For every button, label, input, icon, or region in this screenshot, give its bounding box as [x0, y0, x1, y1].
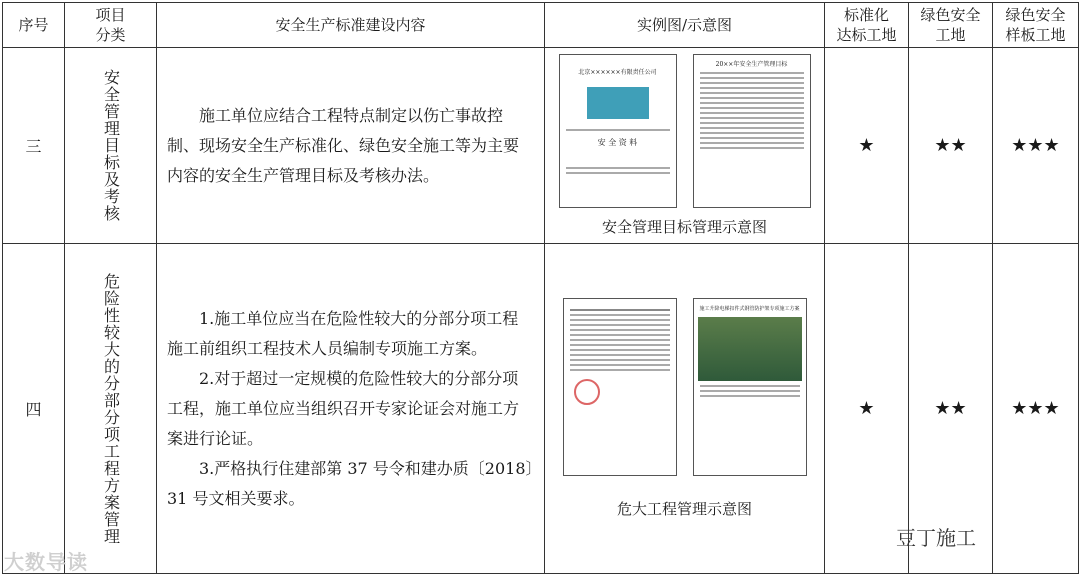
row-model-rating: ★★★: [993, 48, 1079, 244]
hazard-plan-cover-image: 施工升降电梯扣件式钢管防护架专项施工方案: [693, 298, 807, 476]
row-content: 施工单位应结合工程特点制定以伤亡事故控制、现场安全生产标准化、绿色安全施工等为主要内容的安全生产管理目标及考核办法。: [157, 48, 545, 244]
header-example: 实例图/示意图: [545, 3, 825, 48]
row-index: 三: [3, 48, 65, 244]
row-green-rating: ★★: [909, 48, 993, 244]
watermark-left: 大数导读: [4, 550, 88, 574]
safety-target-document-image: 20××年安全生产管理目标: [693, 54, 811, 208]
row-standard-rating: ★: [825, 48, 909, 244]
row-example: [545, 244, 825, 574]
row-index: 四: [3, 244, 65, 574]
safety-target-caption: 安全管理目标管理示意图: [601, 218, 767, 236]
safety-target-cover-image: 北京××××××有限责任公司 安 全 资 料: [559, 54, 677, 208]
table-row: [3, 48, 1079, 244]
row-model-rating: ★★★: [993, 244, 1079, 574]
header-model: 绿色安全 样板工地: [993, 3, 1079, 48]
row-category: 危险性较大的分部分项工程方案管理: [65, 244, 157, 574]
header-category: 项目 分类: [65, 3, 157, 48]
watermark-right: 豆丁施工: [896, 526, 976, 550]
header-content: 安全生产标准建设内容: [157, 3, 545, 48]
row-green-rating: ★★: [909, 244, 993, 574]
row-example: [545, 48, 825, 244]
standards-table: [2, 2, 1079, 574]
header-green: 绿色安全 工地: [909, 3, 993, 48]
hazard-approval-form-image: [563, 298, 677, 476]
row-category: 安全管理目标及考核: [65, 48, 157, 244]
header-standard: 标准化 达标工地: [825, 3, 909, 48]
hazard-caption: 危大工程管理示意图: [616, 500, 752, 518]
header-index: 序号: [3, 3, 65, 48]
row-content: 1.施工单位应当在危险性较大的分部分项工程施工前组织工程技术人员编制专项施工方案。 2.对于超过一定规模的危险性较大的分部分项工程，施工单位应当组织召开专家论证会对施工方案进行论证。 3.严格执行住建部第 37 号令和建办质〔2018〕31 号文相关要求。: [157, 244, 545, 574]
table-header: [3, 3, 1079, 48]
row-standard-rating: ★: [825, 244, 909, 574]
